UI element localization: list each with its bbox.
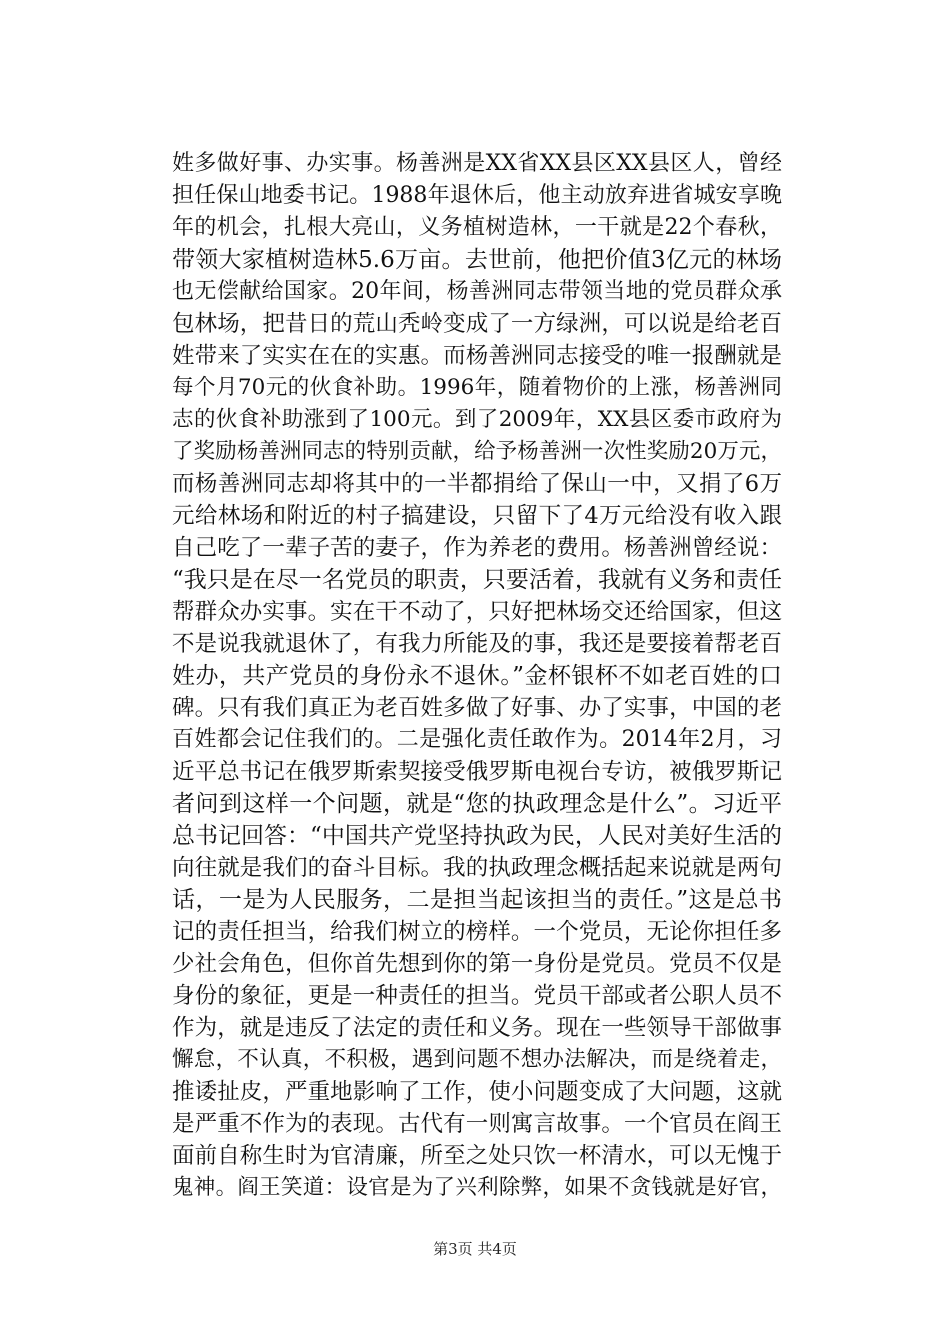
text-line: 帮群众办实事。实在干不动了，只好把林场交还给国家，但这 [172,599,782,625]
text-line: 包林场，把昔日的荒山秃岭变成了一方绿洲，可以说是给老百 [172,311,782,337]
text-line: 记的责任担当，给我们树立的榜样。一个党员，无论你担任多 [172,919,782,945]
text-line: 元给林场和附近的村子搞建设，只留下了4万元给没有收入跟 [172,503,782,529]
page-number: 第3页 共4页 [433,1240,517,1258]
text-line: 担任保山地委书记。1988年退休后，他主动放弃进省城安享晚 [172,183,782,208]
text-line: 也无偿献给国家。20年间，杨善洲同志带领当地的党员群众承 [172,279,782,304]
text-line: 百姓都会记住我们的。二是强化责任敢作为。2014年2月，习 [172,727,782,752]
text-line: 姓带来了实实在在的实惠。而杨善洲同志接受的唯一报酬就是 [172,343,782,369]
text-line: 不是说我就退休了，有我力所能及的事，我还是要接着帮老百 [172,631,782,657]
text-line: 懈怠，不认真，不积极，遇到问题不想办法解决，而是绕着走， [172,1047,782,1072]
page-footer [0,1238,950,1259]
text-line: 向往就是我们的奋斗目标。我的执政理念概括起来说就是两句 [172,855,782,881]
text-line: 年的机会，扎根大亮山，义务植树造林，一干就是22个春秋， [172,215,782,240]
text-line: 面前自称生时为官清廉，所至之处只饮一杯清水，可以无愧于 [172,1143,782,1169]
text-line: 自己吃了一辈子苦的妻子，作为养老的费用。杨善洲曾经说： [172,535,782,561]
text-line: 每个月70元的伙食补助。1996年，随着物价的上涨，杨善洲同 [172,375,782,400]
text-line: 话，一是为人民服务，二是担当起该担当的责任。”这是总书 [172,887,782,913]
text-line: 近平总书记在俄罗斯索契接受俄罗斯电视台专访，被俄罗斯记 [172,759,782,785]
text-line: 鬼神。阎王笑道：设官是为了兴利除弊，如果不贪钱就是好官， [172,1175,782,1200]
text-line: 是严重不作为的表现。古代有一则寓言故事。一个官员在阎王 [172,1111,782,1137]
text-line: 身份的象征，更是一种责任的担当。党员干部或者公职人员不 [172,983,782,1009]
text-line: 总书记回答：“中国共产党坚持执政为民，人民对美好生活的 [172,823,782,849]
text-line: 姓多做好事、办实事。杨善洲是XX省XX县区XX县区人，曾经 [172,151,782,176]
text-line: 少社会角色，但你首先想到你的第一身份是党员。党员不仅是 [172,951,782,977]
text-line: 作为，就是违反了法定的责任和义务。现在一些领导干部做事 [172,1015,782,1041]
text-line: 推诿扯皮，严重地影响了工作，使小问题变成了大问题，这就 [172,1079,782,1105]
text-line: 碑。只有我们真正为老百姓多做了好事、办了实事，中国的老 [172,695,782,721]
text-line: 志的伙食补助涨到了100元。到了2009年，XX县区委市政府为 [172,407,782,432]
text-line: 者问到这样一个问题，就是“您的执政理念是什么”。习近平 [172,791,782,817]
text-line: 了奖励杨善洲同志的特别贡献，给予杨善洲一次性奖励20万元， [172,439,782,464]
text-line: 而杨善洲同志却将其中的一半都捐给了保山一中，又捐了6万 [172,471,782,497]
document-body [172,148,782,1204]
text-line: 姓办，共产党员的身份永不退休。”金杯银杯不如老百姓的口 [172,663,782,689]
text-line: “我只是在尽一名党员的职责，只要活着，我就有义务和责任 [172,567,782,593]
text-line: 带领大家植树造林5.6万亩。去世前，他把价值3亿元的林场 [172,247,782,273]
